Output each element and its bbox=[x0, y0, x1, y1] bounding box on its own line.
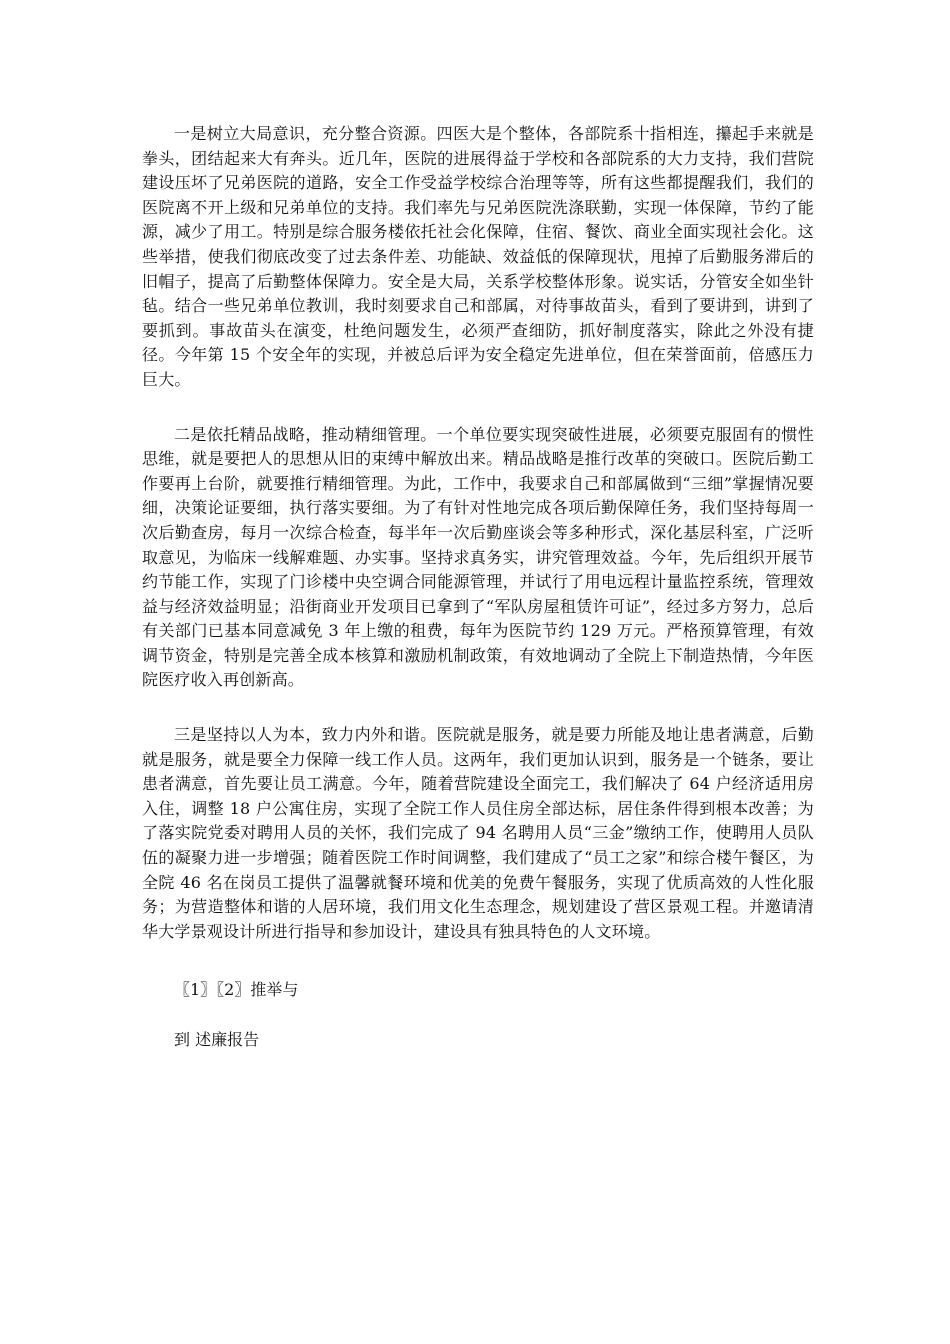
paragraph-2: 二是依托精品战略，推动精细管理。一个单位要实现突破性进展，必须要克服固有的惯性思维，就是要把人的思想从旧的束缚中解放出来。精品战略是推行改革的突破口。医院后勤工作要再上台阶，就要推行精细管理。为此，工作中，我要求自己和部属做到“三细”掌握情况要细，决策论证要细，执行落实要细。为了有针对性地完成各项后勤保障任务，我们坚持每周一次后勤查房，每月一次综合检查，每半年一次后勤座谈会等多种形式，深化基层科室，广泛听取意见，为临床一线解难题、办实事。坚持求真务实，讲究管理效益。今年，先后组织开展节约节能工作，实现了门诊楼中央空调合同能源管理，并试行了用电远程计量监控系统，管理效益与经济效益明显；沿街商业开发项目已拿到了“军队房屋租赁许可证”，经过多方努力，总后有关部门已基本同意减免 3 年上缴的租费，每年为医院节约 129 万元。严格预算管理，有效调节资金，特别是完善全成本核算和激励机制政策，有效地调动了全院上下制造热情，今年医院医疗收入再创新高。 bbox=[142, 424, 814, 690]
paragraph-1: 一是树立大局意识，充分整合资源。四医大是个整体，各部院系十指相连，攥起手来就是拳头，团结起来大有奔头。近几年，医院的进展得益于学校和各部院系的大力支持，我们营院建设压坏了兄弟医院的道路，安全工作受益学校综合治理等等，所有这些都提醒我们，我们的医院离不开上级和兄弟单位的支持。我们率先与兄弟医院洗涤联勤，实现一体保障，节约了能源，减少了用工。特别是综合服务楼依托社会化保障，住宿、餐饮、商业全面实现社会化。这些举措，使我们彻底改变了过去条件差、功能缺、效益低的保障现状，甩掉了后勤服务滞后的旧帽子，提高了后勤整体保障力。安全是大局，关系学校整体形象。说实话，分管安全如坐针毡。结合一些兄弟单位教训，我时刻要求自己和部属，对待事故苗头，看到了要讲到，讲到了要抓到。事故苗头在演变，杜绝问题发生，必须严查细防，抓好制度落实，除此之外没有捷径。今年第 15 个安全年的实现，并被总后评为安全稳定先进单位，但在荣誉面前，倍感压力巨大。 bbox=[142, 124, 814, 389]
document-page bbox=[142, 122, 814, 1052]
page-links-line[interactable]: 〖1〗〖2〗推举与 bbox=[174, 980, 299, 1000]
paragraph-3: 三是坚持以人为本，致力内外和谐。医院就是服务，就是要力所能及地让患者满意，后勤就是服务，就是要全力保障一线工作人员。这两年，我们更加认识到，服务是一个链条，要让患者满意，首先要让员工满意。今年，随着营院建设全面完工，我们解决了 64 户经济适用房入住，调整 18 户公寓住房，实现了全院工作人员住房全部达标，居住条件得到根本改善；为了落实院党委对聘用人员的关怀，我们完成了 94 名聘用人员“三金”缴纳工作，使聘用人员队伍的凝聚力进一步增强；随着医院工作时间调整，我们建成了“员工之家”和综合楼午餐区，为全院 46 名在岗员工提供了温馨就餐环境和优美的免费午餐服务，实现了优质高效的人性化服务；为营造整体和谐的人居环境，我们用文化生态理念，规划建设了营区景观工程。并邀请清华大学景观设计所进行指导和参加设计，建设具有独具特色的人文环境。 bbox=[142, 725, 814, 941]
related-link-line[interactable]: 到 述廉报告 bbox=[174, 1030, 260, 1050]
